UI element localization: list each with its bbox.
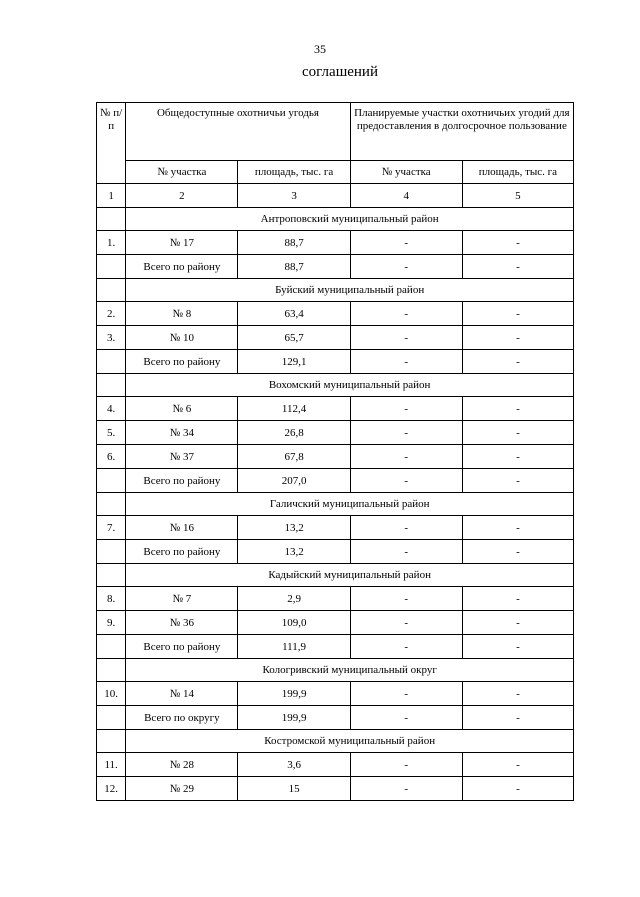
plot-number-cell: № 37 <box>126 445 238 469</box>
planned-area-cell: - <box>462 635 573 659</box>
plot-number-cell: № 16 <box>126 516 238 540</box>
district-blank-cell <box>97 208 126 231</box>
row-number-cell <box>97 540 126 564</box>
header-public-grounds: Общедоступные охотничьи угодья <box>126 103 350 161</box>
table-row <box>97 540 574 564</box>
planned-plot-number-cell: - <box>350 682 462 706</box>
planned-area-cell: - <box>462 516 573 540</box>
plot-number-cell: № 8 <box>126 302 238 326</box>
planned-area-cell: - <box>462 302 573 326</box>
area-cell: 199,9 <box>238 706 350 730</box>
column-number: 5 <box>462 184 573 208</box>
header-area: площадь, тыс. га <box>238 161 350 184</box>
column-number: 2 <box>126 184 238 208</box>
plot-number-cell: Всего по району <box>126 255 238 279</box>
district-name: Кологривский муниципальный округ <box>126 659 574 682</box>
header-num: № п/п <box>97 103 126 184</box>
planned-area-cell: - <box>462 326 573 350</box>
table-row <box>97 255 574 279</box>
row-number-cell: 9. <box>97 611 126 635</box>
planned-plot-number-cell: - <box>350 753 462 777</box>
plot-number-cell: № 28 <box>126 753 238 777</box>
planned-area-cell: - <box>462 777 573 801</box>
planned-area-cell: - <box>462 231 573 255</box>
table-row <box>97 753 574 777</box>
table-row <box>97 635 574 659</box>
planned-plot-number-cell: - <box>350 469 462 493</box>
row-number-cell: 5. <box>97 421 126 445</box>
row-number-cell: 6. <box>97 445 126 469</box>
area-cell: 111,9 <box>238 635 350 659</box>
planned-plot-number-cell: - <box>350 611 462 635</box>
table-row <box>97 302 574 326</box>
district-blank-cell <box>97 564 126 587</box>
table-row <box>97 421 574 445</box>
header-area-2: площадь, тыс. га <box>462 161 573 184</box>
plot-number-cell: № 29 <box>126 777 238 801</box>
area-cell: 207,0 <box>238 469 350 493</box>
district-row <box>97 730 574 753</box>
area-cell: 13,2 <box>238 540 350 564</box>
row-number-cell <box>97 706 126 730</box>
table-row <box>97 706 574 730</box>
table-row <box>97 397 574 421</box>
table-row <box>97 350 574 374</box>
district-name: Кадыйский муниципальный район <box>126 564 574 587</box>
district-name: Антроповский муниципальный район <box>126 208 574 231</box>
plot-number-cell: Всего по району <box>126 350 238 374</box>
row-number-cell <box>97 255 126 279</box>
area-cell: 112,4 <box>238 397 350 421</box>
planned-area-cell: - <box>462 611 573 635</box>
district-blank-cell <box>97 659 126 682</box>
district-row <box>97 208 574 231</box>
district-row <box>97 564 574 587</box>
page-number: 35 <box>314 42 326 56</box>
plot-number-cell: № 36 <box>126 611 238 635</box>
planned-plot-number-cell: - <box>350 326 462 350</box>
header-plot-number-2: № участка <box>350 161 462 184</box>
area-cell: 2,9 <box>238 587 350 611</box>
area-cell: 199,9 <box>238 682 350 706</box>
district-name: Галичский муниципальный район <box>126 493 574 516</box>
plot-number-cell: № 7 <box>126 587 238 611</box>
plot-number-cell: № 10 <box>126 326 238 350</box>
plot-number-cell: Всего по району <box>126 635 238 659</box>
planned-plot-number-cell: - <box>350 231 462 255</box>
district-row <box>97 659 574 682</box>
planned-area-cell: - <box>462 421 573 445</box>
district-blank-cell <box>97 493 126 516</box>
row-number-cell: 1. <box>97 231 126 255</box>
district-name: Буйский муниципальный район <box>126 279 574 302</box>
area-cell: 88,7 <box>238 231 350 255</box>
planned-plot-number-cell: - <box>350 587 462 611</box>
column-numbers-row <box>97 184 574 208</box>
table-row <box>97 231 574 255</box>
table-row <box>97 682 574 706</box>
planned-plot-number-cell: - <box>350 635 462 659</box>
row-number-cell: 10. <box>97 682 126 706</box>
area-cell: 13,2 <box>238 516 350 540</box>
column-number: 1 <box>97 184 126 208</box>
table-row <box>97 469 574 493</box>
planned-area-cell: - <box>462 706 573 730</box>
header-plot-number: № участка <box>126 161 238 184</box>
row-number-cell: 11. <box>97 753 126 777</box>
row-number-cell: 2. <box>97 302 126 326</box>
planned-plot-number-cell: - <box>350 540 462 564</box>
plot-number-cell: № 17 <box>126 231 238 255</box>
table-row <box>97 326 574 350</box>
planned-plot-number-cell: - <box>350 397 462 421</box>
row-number-cell <box>97 635 126 659</box>
table-row <box>97 587 574 611</box>
planned-plot-number-cell: - <box>350 302 462 326</box>
district-name: Вохомский муниципальный район <box>126 374 574 397</box>
page-heading: соглашений <box>302 64 378 80</box>
plot-number-cell: № 6 <box>126 397 238 421</box>
row-number-cell <box>97 350 126 374</box>
table-header-row <box>97 103 574 161</box>
area-cell: 67,8 <box>238 445 350 469</box>
planned-area-cell: - <box>462 753 573 777</box>
planned-plot-number-cell: - <box>350 255 462 279</box>
planned-plot-number-cell: - <box>350 350 462 374</box>
row-number-cell: 12. <box>97 777 126 801</box>
column-number: 4 <box>350 184 462 208</box>
plot-number-cell: Всего по району <box>126 540 238 564</box>
district-blank-cell <box>97 279 126 302</box>
area-cell: 3,6 <box>238 753 350 777</box>
planned-plot-number-cell: - <box>350 516 462 540</box>
planned-area-cell: - <box>462 587 573 611</box>
district-row <box>97 374 574 397</box>
planned-area-cell: - <box>462 682 573 706</box>
table-row <box>97 777 574 801</box>
row-number-cell: 3. <box>97 326 126 350</box>
district-name: Костромской муниципальный район <box>126 730 574 753</box>
planned-plot-number-cell: - <box>350 445 462 469</box>
district-row <box>97 493 574 516</box>
area-cell: 88,7 <box>238 255 350 279</box>
planned-area-cell: - <box>462 397 573 421</box>
table-row <box>97 516 574 540</box>
planned-plot-number-cell: - <box>350 777 462 801</box>
row-number-cell <box>97 469 126 493</box>
area-cell: 63,4 <box>238 302 350 326</box>
area-cell: 15 <box>238 777 350 801</box>
plot-number-cell: Всего по району <box>126 469 238 493</box>
column-number: 3 <box>238 184 350 208</box>
planned-area-cell: - <box>462 469 573 493</box>
table-subheader-row <box>97 161 574 184</box>
area-cell: 26,8 <box>238 421 350 445</box>
area-cell: 109,0 <box>238 611 350 635</box>
row-number-cell: 7. <box>97 516 126 540</box>
area-cell: 129,1 <box>238 350 350 374</box>
planned-plot-number-cell: - <box>350 421 462 445</box>
district-blank-cell <box>97 730 126 753</box>
plot-number-cell: № 14 <box>126 682 238 706</box>
planned-area-cell: - <box>462 540 573 564</box>
header-planned-plots: Планируемые участки охотничьих угодий для предоставления в долгосрочное пользование <box>350 103 573 161</box>
district-blank-cell <box>97 374 126 397</box>
planned-area-cell: - <box>462 255 573 279</box>
table-row <box>97 445 574 469</box>
planned-plot-number-cell: - <box>350 706 462 730</box>
district-row <box>97 279 574 302</box>
plot-number-cell: № 34 <box>126 421 238 445</box>
table-row <box>97 611 574 635</box>
plot-number-cell: Всего по округу <box>126 706 238 730</box>
planned-area-cell: - <box>462 350 573 374</box>
area-cell: 65,7 <box>238 326 350 350</box>
hunting-grounds-table <box>96 102 574 801</box>
row-number-cell: 8. <box>97 587 126 611</box>
row-number-cell: 4. <box>97 397 126 421</box>
planned-area-cell: - <box>462 445 573 469</box>
